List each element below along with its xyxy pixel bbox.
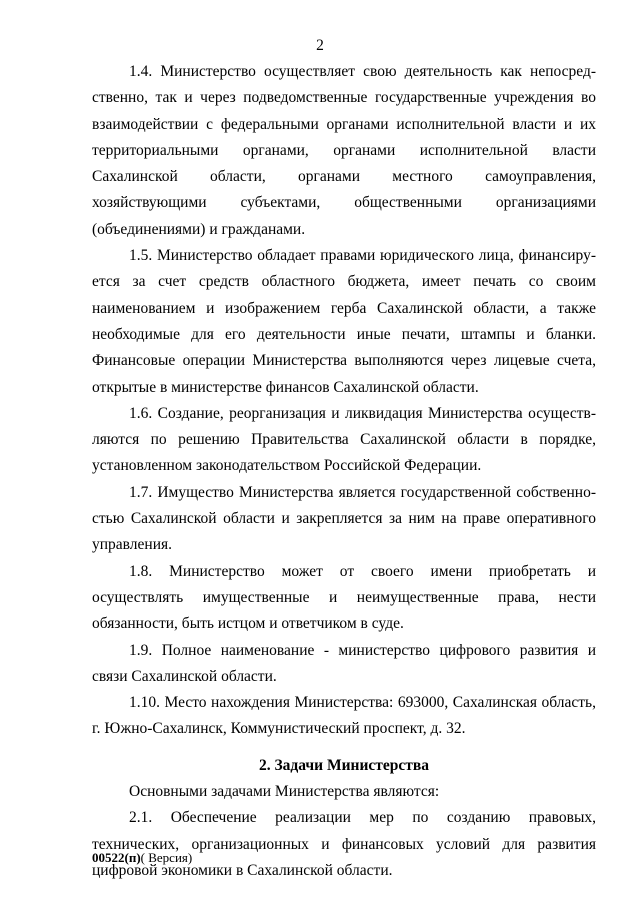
- paragraph-1-6: 1.6. Создание, реорганизация и ликвидация Министерства осуществляются по решению Правительства Сахалинской области в порядке, установленном законодательством Российской Федерации.: [92, 404, 596, 475]
- paragraph-1-7: 1.7. Имущество Министерства является государственной собственностью Сахалинской области и закрепляется за ним на праве оперативного управления.: [92, 483, 596, 554]
- paragraph-1-4: 1.4. Министерство осуществляет свою деятельность как непосредственно, так и через подведомственные государственные учреждения во взаимодействии с федеральными органами исполнительной власти и их территориальными органами, органами исполнительной власти Сахалинской области, органами местного самоуправления, хозяйствующими субъектами, общественными организациями (объединениями) и гражданами.: [92, 63, 596, 238]
- paragraph-1-5: 1.5. Министерство обладает правами юридического лица, финансируется за счет средств областного бюджета, имеет печать со своим наименованием и изображением герба Сахалинской области, а также необходимые для его деятельности иные печати, штампы и бланки. Финансовые операции Министерства выполняются через лицевые счета, открытые в министерстве финансов Сахалинской области.: [92, 247, 596, 396]
- document-body: [92, 59, 596, 884]
- section-2-intro: Основными задачами Министерства являются:: [129, 783, 440, 801]
- paragraph-2-1: 2.1. Обеспечение реализации мер по созданию правовых, технических, организационных и финансовых условий для развития цифровой экономики в Сахалинской области.: [92, 809, 596, 879]
- document-footer: [92, 850, 192, 866]
- section-2-heading: 2. Задачи Министерства: [259, 756, 429, 774]
- paragraph-1-8: 1.8. Министерство может от своего имени приобретать и осуществлять имущественные и неимущественные права, нести обязанности, быть истцом и ответчиком в суде.: [92, 562, 596, 633]
- page-number: 2: [316, 37, 324, 54]
- paragraph-1-9: 1.9. Полное наименование - министерство цифрового развития и связи Сахалинской области.: [92, 641, 596, 685]
- document-code: 00522(п): [92, 850, 141, 865]
- document-version: ( Версия): [140, 850, 193, 865]
- paragraph-1-10: 1.10. Место нахождения Министерства: 693000, Сахалинская область, г. Южно-Сахалинск, Коммунистический проспект, д. 32.: [92, 694, 596, 738]
